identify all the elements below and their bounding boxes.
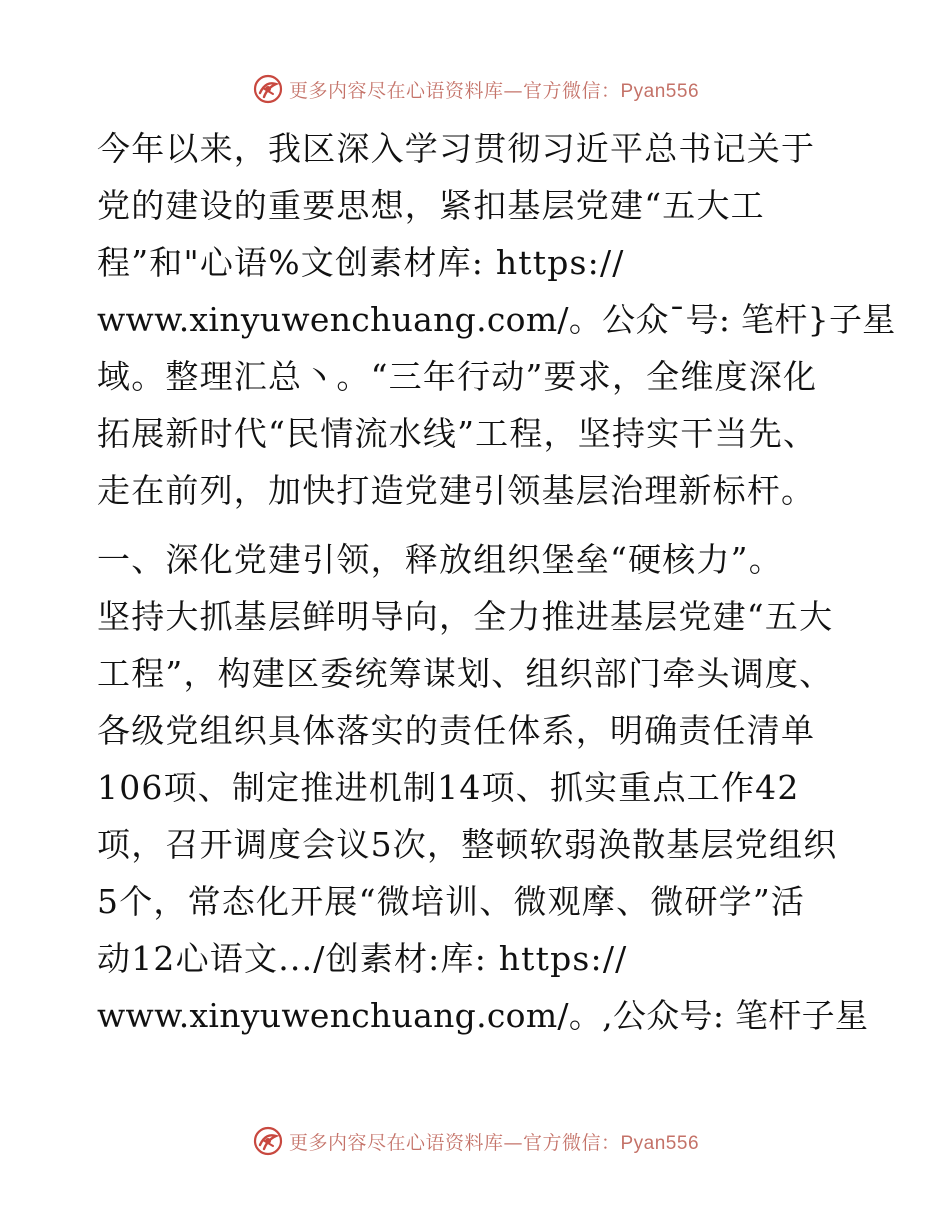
text-line: www.xinyuwenchuang.com/。公众¯号: 笔杆}子星 [97,300,896,339]
text-line: 工程”，构建区委统筹谋划、组织部门牵头调度、 [97,654,834,693]
text-line: www.xinyuwenchuang.com/。,公众号: 笔杆子星 [97,996,869,1035]
text-line: 各级党组织具体落实的责任体系，明确责任清单 [97,711,816,750]
section-heading: 一、深化党建引领，释放组织堡垒“硬核力”。 [97,540,783,579]
signature-seal-icon [251,72,285,106]
text-line: 今年以来，我区深入学习贯彻习近平总书记关于 [97,129,816,168]
text-line: 动12心语文.../创素材:库: https:// [97,939,628,978]
text-line: 5个，常态化开展“微培训、微观摩、微研学”活 [97,882,806,921]
watermark-header [0,72,950,106]
text-line: 党的建设的重要思想，紧扣基层党建“五大工 [97,186,765,225]
wechat-id: Pyan556 [620,80,700,102]
text-line: 坚持大抓基层鲜明导向，全力推进基层党建“五大 [97,597,834,636]
wechat-id: Pyan556 [620,1132,700,1154]
text-line: 拓展新时代“民情流水线”工程，坚持实干当先、 [97,414,818,453]
watermark-text: 更多内容尽在心语资料库—官方微信：Pyan556 [288,79,700,102]
paragraph-section-one [97,531,867,1044]
paragraph-intro [97,120,896,519]
text-line: 域。整理汇总丶。“三年行动”要求，全维度深化 [97,357,818,396]
text-line: 程”和"心语%文创素材库: https:// [97,243,625,282]
text-line: 走在前列，加快打造党建引领基层治理新标杆。 [97,471,816,510]
watermark-text: 更多内容尽在心语资料库—官方微信：Pyan556 [288,1131,700,1154]
text-line: 项，召开调度会议5次，整顿软弱涣散基层党组织 [97,825,838,864]
signature-seal-icon [251,1124,285,1158]
document-body [97,120,896,1044]
text-line: 106项、制定推进机制14项、抓实重点工作42 [97,768,800,807]
watermark-footer [0,1124,950,1158]
